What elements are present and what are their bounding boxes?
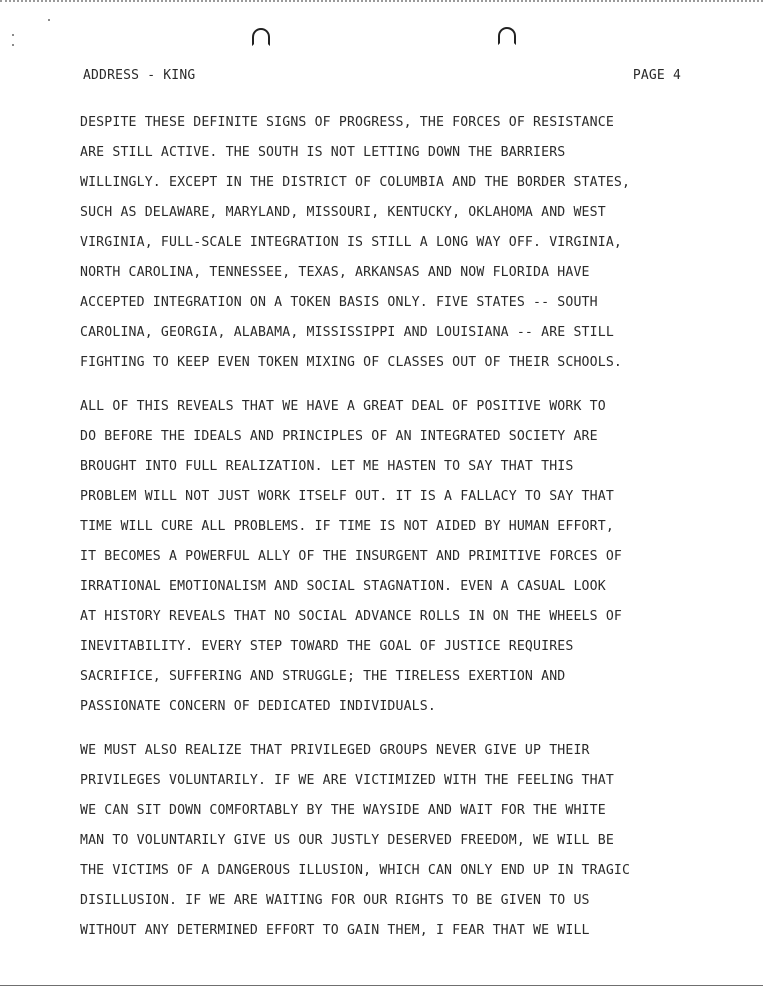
text-line: VIRGINIA, FULL-SCALE INTEGRATION IS STILL A LONG WAY OFF. VIRGINIA, [80, 235, 622, 250]
document-title: ADDRESS - KING [83, 68, 196, 83]
text-line: SUCH AS DELAWARE, MARYLAND, MISSOURI, KENTUCKY, OKLAHOMA AND WEST [80, 205, 606, 220]
text-line: BROUGHT INTO FULL REALIZATION. LET ME HASTEN TO SAY THAT THIS [80, 459, 574, 474]
text-line: PRIVILEGES VOLUNTARILY. IF WE ARE VICTIMIZED WITH THE FEELING THAT [80, 773, 614, 788]
text-line: AT HISTORY REVEALS THAT NO SOCIAL ADVANCE ROLLS IN ON THE WHEELS OF [80, 609, 622, 624]
text-line: ALL OF THIS REVEALS THAT WE HAVE A GREAT DEAL OF POSITIVE WORK TO [80, 399, 606, 414]
text-line: CAROLINA, GEORGIA, ALABAMA, MISSISSIPPI AND LOUISIANA -- ARE STILL [80, 325, 614, 340]
page-bottom-edge [0, 985, 763, 986]
text-line: MAN TO VOLUNTARILY GIVE US OUR JUSTLY DESERVED FREEDOM, WE WILL BE [80, 833, 614, 848]
text-line: ARE STILL ACTIVE. THE SOUTH IS NOT LETTING DOWN THE BARRIERS [80, 145, 566, 160]
margin-speck [12, 44, 14, 46]
text-line: DESPITE THESE DEFINITE SIGNS OF PROGRESS, THE FORCES OF RESISTANCE [80, 115, 614, 130]
text-line: INEVITABILITY. EVERY STEP TOWARD THE GOAL OF JUSTICE REQUIRES [80, 639, 574, 654]
margin-speck [12, 34, 14, 36]
text-line: PASSIONATE CONCERN OF DEDICATED INDIVIDUALS. [80, 699, 436, 714]
text-line: WILLINGLY. EXCEPT IN THE DISTRICT OF COLUMBIA AND THE BORDER STATES, [80, 175, 631, 190]
margin-speck [48, 19, 50, 21]
paragraph-2 [80, 392, 720, 722]
text-line: NORTH CAROLINA, TENNESSEE, TEXAS, ARKANSAS AND NOW FLORIDA HAVE [80, 265, 590, 280]
text-line: IT BECOMES A POWERFUL ALLY OF THE INSURGENT AND PRIMITIVE FORCES OF [80, 549, 622, 564]
page-top-perforation [0, 0, 763, 5]
binder-hole-left [252, 28, 270, 46]
text-line: SACRIFICE, SUFFERING AND STRUGGLE; THE TIRELESS EXERTION AND [80, 669, 566, 684]
text-line: THE VICTIMS OF A DANGEROUS ILLUSION, WHICH CAN ONLY END UP IN TRAGIC [80, 863, 631, 878]
text-line: TIME WILL CURE ALL PROBLEMS. IF TIME IS NOT AIDED BY HUMAN EFFORT, [80, 519, 614, 534]
text-line: WE MUST ALSO REALIZE THAT PRIVILEGED GROUPS NEVER GIVE UP THEIR [80, 743, 590, 758]
text-line: PROBLEM WILL NOT JUST WORK ITSELF OUT. IT IS A FALLACY TO SAY THAT [80, 489, 614, 504]
binder-hole-right [498, 27, 516, 45]
page-header [83, 68, 681, 86]
paragraph-3 [80, 736, 720, 946]
page-number: PAGE 4 [632, 68, 681, 83]
paragraph-1 [80, 108, 720, 378]
text-line: WITHOUT ANY DETERMINED EFFORT TO GAIN THEM, I FEAR THAT WE WILL [80, 923, 590, 938]
text-line: DO BEFORE THE IDEALS AND PRINCIPLES OF AN INTEGRATED SOCIETY ARE [80, 429, 598, 444]
text-line: DISILLUSION. IF WE ARE WAITING FOR OUR RIGHTS TO BE GIVEN TO US [80, 893, 590, 908]
text-line: IRRATIONAL EMOTIONALISM AND SOCIAL STAGNATION. EVEN A CASUAL LOOK [80, 579, 606, 594]
text-line: FIGHTING TO KEEP EVEN TOKEN MIXING OF CLASSES OUT OF THEIR SCHOOLS. [80, 355, 622, 370]
text-line: ACCEPTED INTEGRATION ON A TOKEN BASIS ONLY. FIVE STATES -- SOUTH [80, 295, 598, 310]
text-line: WE CAN SIT DOWN COMFORTABLY BY THE WAYSIDE AND WAIT FOR THE WHITE [80, 803, 606, 818]
